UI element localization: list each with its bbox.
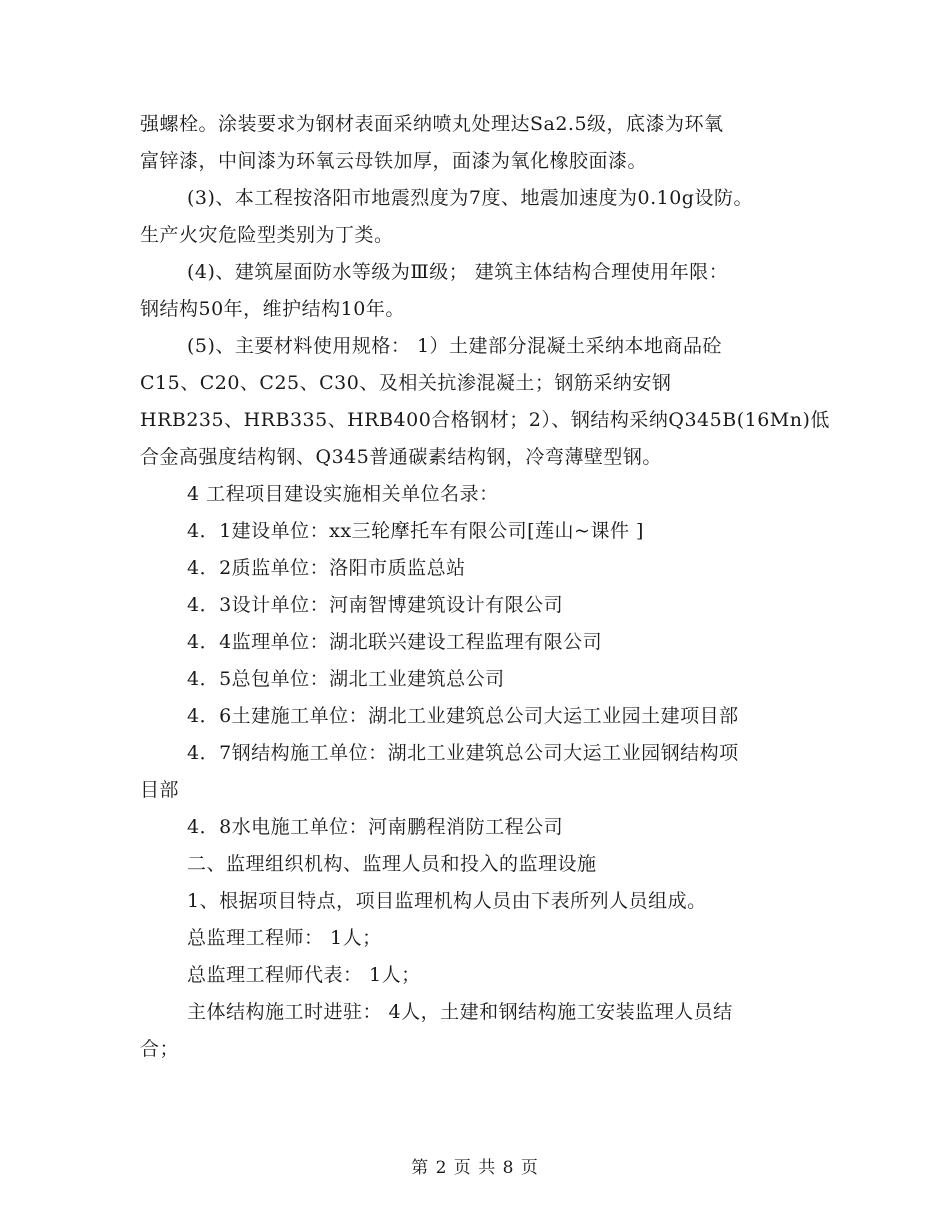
text-line: 强螺栓。涂装要求为钢材表面采纳喷丸处理达Sa2.5级，底漆为环氧 bbox=[140, 113, 724, 135]
text-line: 4．7钢结构施工单位：湖北工业建筑总公司大运工业园钢结构项 bbox=[187, 742, 739, 764]
text-line: (3)、本工程按洛阳市地震烈度为7度、地震加速度为0.10g设防。 bbox=[187, 187, 753, 209]
text-line: 4．3设计单位：河南智博建筑设计有限公司 bbox=[187, 594, 564, 616]
text-line: 生产火灾危险型类别为丁类。 bbox=[140, 224, 394, 246]
text-line: 总监理工程师： 1人； bbox=[187, 927, 382, 949]
text-line: 4 工程项目建设实施相关单位名录： bbox=[187, 483, 499, 505]
text-line: 1、根据项目特点，项目监理机构人员由下表所列人员组成。 bbox=[187, 890, 707, 912]
text-line: 合； bbox=[140, 1038, 180, 1060]
text-line: HRB235、HRB335、HRB400合格钢材；2）、钢结构采纳Q345B(16Mn)低 bbox=[140, 409, 830, 431]
text-line: 4．1建设单位：xx三轮摩托车有限公司[莲山~课件 ] bbox=[187, 520, 644, 542]
text-line: 4．8水电施工单位：河南鹏程消防工程公司 bbox=[187, 816, 564, 838]
page-footer: 第 2 页 共 8 页 bbox=[411, 1158, 539, 1178]
text-line: 4．6土建施工单位：湖北工业建筑总公司大运工业园土建项目部 bbox=[187, 705, 739, 727]
text-line: 主体结构施工时进驻： 4人，土建和钢结构施工安装监理人员结 bbox=[187, 1001, 733, 1023]
text-line: 目部 bbox=[140, 779, 180, 801]
text-line: 合金高强度结构钢、Q345普通碳素结构钢，冷弯薄壁型钢。 bbox=[140, 446, 662, 468]
text-line: 二、监理组织机构、监理人员和投入的监理设施 bbox=[187, 853, 597, 875]
text-line: C15、C20、C25、C30、及相关抗渗混凝土；钢筋采纳安钢 bbox=[140, 372, 672, 394]
text-line: 4．2质监单位：洛阳市质监总站 bbox=[187, 557, 466, 579]
text-line: 总监理工程师代表： 1人； bbox=[187, 964, 421, 986]
text-line: (5)、主要材料使用规格： 1）土建部分混凝土采纳本地商品砼 bbox=[187, 335, 723, 357]
text-line: 钢结构50年，维护结构10年。 bbox=[140, 298, 405, 320]
document-body bbox=[140, 106, 830, 1068]
text-line: 4．5总包单位：湖北工业建筑总公司 bbox=[187, 668, 505, 690]
text-line: 富锌漆，中间漆为环氧云母铁加厚，面漆为氧化橡胶面漆。 bbox=[140, 150, 648, 172]
text-line: 4．4监理单位：湖北联兴建设工程监理有限公司 bbox=[187, 631, 603, 653]
text-line: (4)、建筑屋面防水等级为Ⅲ级； 建筑主体结构合理使用年限： bbox=[187, 261, 729, 283]
